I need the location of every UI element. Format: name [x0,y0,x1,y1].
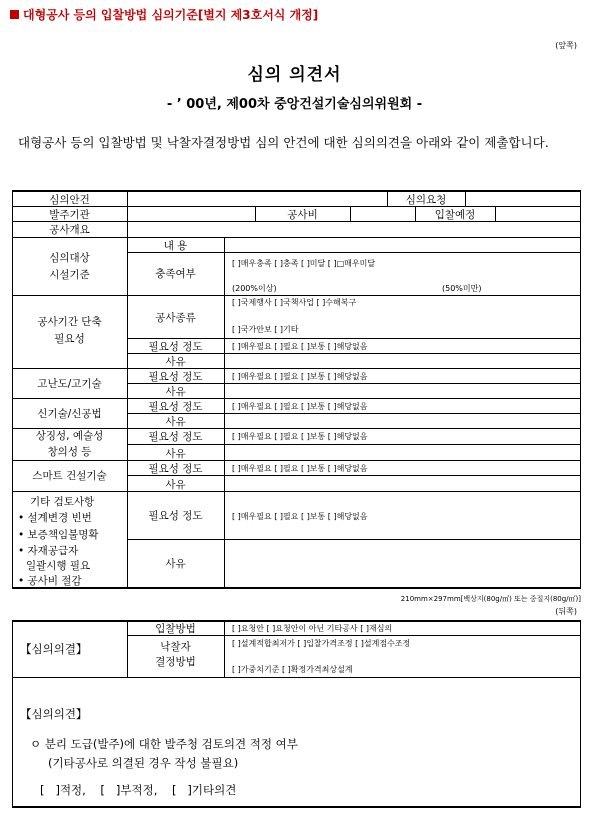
other-reason-label: 사유 [165,558,186,570]
winner-options-1[interactable]: [ ]설계적합최저가 [ ]입찰가격조정 [ ]설계점수조정 [232,639,411,648]
difficulty-reason-label: 사유 [165,386,186,398]
work-type-label: 공사종류 [155,312,196,324]
cost-label: 공사비 [287,209,318,221]
winner-options-2[interactable]: [ ]가중치기준 [ ]확정가격최상설계 [232,665,353,674]
opinion-choices[interactable]: [ ]적정, [ ]부적정, [ ]기타의견 [40,783,237,797]
intro-paragraph: 대형공사 등의 입찰방법 및 낙찰자결정방법 심의 안건에 대한 심의의견을 아래와 같이 제출합니다. [18,135,549,150]
satisfied-options[interactable]: [ ]매우충족 [ ]충족 [ ]미달 [ ]□매우미달 [232,259,376,268]
symbolic-need-options[interactable]: [ ]매우필요 [ ]필요 [ ]보통 [ ]해당없음 [232,432,368,441]
decision-label: 【심의의결】 [20,642,88,656]
satisfied-note-left: (200%이상) [232,284,277,293]
period-label: 공사기간 단축 필요성 [37,316,102,345]
front-page-label: (앞쪽) [555,41,577,50]
symbolic-need-label: 필요성 정도 [148,431,203,443]
smart-need-label: 필요성 정도 [148,463,203,475]
request-label: 심의요청 [405,194,447,206]
difficulty-need-options[interactable]: [ ]매우필요 [ ]필요 [ ]보통 [ ]해당없음 [232,372,368,381]
satisfied-note-right: (50%미만) [442,284,482,293]
bid-method-label: 입찰방법 [155,623,196,635]
winner-method-label: 낙찰자 결정방법 [155,641,196,668]
period-need-options[interactable]: [ ]매우필요 [ ]필요 [ ]보통 [ ]해당없음 [232,342,368,351]
difficulty-label: 고난도/고기술 [37,378,102,390]
other-review-title: 기타 검토사항 [30,496,95,508]
target-facility-label: 심의대상 시설기준 [49,252,90,281]
other-need-label: 필요성 정도 [148,510,203,522]
satisfied-label: 충족여부 [155,268,196,280]
other-item-2: • 보증책임불명확 [18,529,99,541]
work-type-options-2[interactable]: [ ]국가안보 [ ]기타 [232,325,299,334]
ordering-agency-label: 발주기관 [49,209,90,221]
bid-plan-label: 입찰예정 [434,209,476,221]
square-bullet-icon [10,10,19,19]
difficulty-need-label: 필요성 정도 [148,371,203,383]
smart-need-options[interactable]: [ ]매우필요 [ ]필요 [ ]보통 [ ]해당없음 [232,464,368,473]
opinion-question: ㅇ 분리 도급(발주)에 대한 발주청 검토의견 적정 여부 [30,737,298,751]
content-label: 내 용 [163,240,188,252]
smart-label: 스마트 건설기술 [32,470,107,482]
period-reason-label: 사유 [165,356,186,368]
agenda-label: 심의안건 [49,194,90,206]
page-title: 심의 의견서 [247,65,342,85]
new-tech-reason-label: 사유 [165,416,186,428]
overview-label: 공사개요 [49,224,90,236]
other-item-3: • 자재공급자 [18,545,79,557]
committee-subtitle: - ’ 00년, 제00차 중앙건설기술심의위원회 - [166,97,423,112]
new-tech-label: 신기술/신공법 [37,408,102,420]
symbolic-label: 상징성, 예술성 창의성 등 [35,430,104,458]
back-page-label: (뒤쪽) [555,607,577,616]
bid-method-options[interactable]: [ ]요청안 [ ]요청안이 아닌 기타공사 [ ]재심의 [232,624,393,633]
period-need-label: 필요성 정도 [148,341,203,353]
other-item-4: • 공사비 절감 [18,575,82,587]
other-item-1: • 설계변경 빈번 [18,512,92,524]
form-header [10,6,318,23]
work-type-options-1[interactable]: [ ]국제행사 [ ]국책사업 [ ]수해복구 [232,298,357,307]
symbolic-reason-label: 사유 [165,448,186,460]
other-item-3-cont: 일괄시행 필요 [26,560,91,572]
smart-reason-label: 사유 [165,479,186,491]
opinion-label: 【심의의견】 [20,707,88,721]
paper-size-note: 210mm×297mm[백상지(80g/㎡) 또는 중질지(80g/㎡)] [400,595,581,603]
other-need-options[interactable]: [ ]매우필요 [ ]필요 [ ]보통 [ ]해당없음 [232,512,368,521]
form-header-text: 대형공사 등의 입찰방법 심의기준[별지 제3호서식 개정] [23,8,319,22]
new-tech-need-options[interactable]: [ ]매우필요 [ ]필요 [ ]보통 [ ]해당없음 [232,402,368,411]
opinion-question-note: (기타공사로 의결된 경우 작성 불필요) [48,756,239,770]
new-tech-need-label: 필요성 정도 [148,401,203,413]
